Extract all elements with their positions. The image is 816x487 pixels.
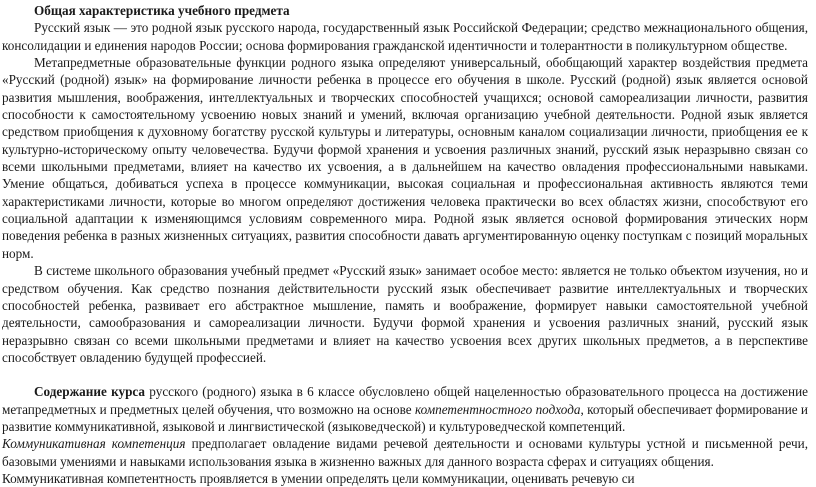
paragraph-4 — [2, 383, 808, 435]
communicative-competence-term: Коммуникативная компетенция — [2, 436, 186, 452]
paragraph-5-text: предполагает овладение видами речевой деятельности и основами культуры устной и письменной речи, базовыми умениями и навыками использования языка в жизненно важных для данного возраста сферах и ситуациях общения. — [2, 436, 808, 469]
section-heading: Общая характеристика учебного предмета — [34, 3, 290, 18]
paragraph-6: Коммуникативная компетентность проявляется в умении определять цели коммуникации, оценивать речевую си — [2, 470, 635, 486]
paragraph-1: Русский язык — это родной язык русского народа, государственный язык Российской Федерации; средство межнационального общения, консолидации и единения народов России; основа формирования гражданской идентичности и толерантности в поликультурном обществе. — [2, 20, 808, 53]
paragraph-4-text-b: , который обеспечивает формирование и развитие коммуникативной, языковой и лингвистической (языковедческой) и культуроведческой компетенций. — [2, 401, 808, 434]
paragraph-spacer — [2, 366, 808, 383]
competence-approach-term: компетентностного подхода — [414, 401, 581, 417]
course-content-term: Содержание курса — [34, 384, 146, 400]
paragraph-4-text-a: русского (родного) языка в 6 классе обусловлено общей нацеленностью образовательного процесса на достижение метапредметных и предметных целей обучения, что возможно на основе — [2, 384, 809, 417]
paragraph-2: Метапредметные образовательные функции родного языка определяют универсальный, обобщающий характер воздействия предмета «Русский (родной) язык» на формирование личности ребенка в процессе его обучения в школе. Русский (родной) язык является основой развития мышления, воображения, интеллектуальных и творческих способностей учащихся; основой самореализации личности, развития способности к самостоятельному усвоению новых знаний и умений, включая организацию учебной деятельности. Родной язык является средством приобщения к духовному богатству русской культуры и литературы, основным каналом социализации личности, приобщения ее к культурно-историческому опыту человечества. Будучи формой хранения и усвоения различных знаний, русский язык неразрывно связан со всеми школьными предметами, влияет на качество их усвоения, а в дальнейшем на качество овладения профессиональными навыками. Умение общаться, добиваться успеха в процессе коммуникации, высокая социальная и профессиональная активность являются теми характеристиками личности, которые во многом определяют достижения человека практически во всех областях жизни, способствуют его социальной адаптации к изменяющимся условиям современного мира. Родной язык является основой формирования этических норм поведения ребенка в разных жизненных ситуациях, развития способности давать аргументированную оценку поступкам с позиций моральных норм. — [2, 55, 808, 261]
paragraph-3: В системе школьного образования учебный предмет «Русский язык» занимает особое место: является не только объектом изучения, но и средством обучения. Как средство познания действительности русский язык обеспечивает развитие интеллектуальных и творческих способностей ребенка, развивает его абстрактное мышление, память и воображение, формирует навыки самостоятельной учебной деятельности, самообразования и самореализации личности. Будучи формой хранения и усвоения различных знаний, русский язык неразрывно связан со всеми школьными предметами и влияет на качество усвоения всех других школьных предметов, а в перспективе способствует овладению будущей профессией. — [2, 263, 808, 365]
paragraph-5 — [2, 435, 808, 470]
